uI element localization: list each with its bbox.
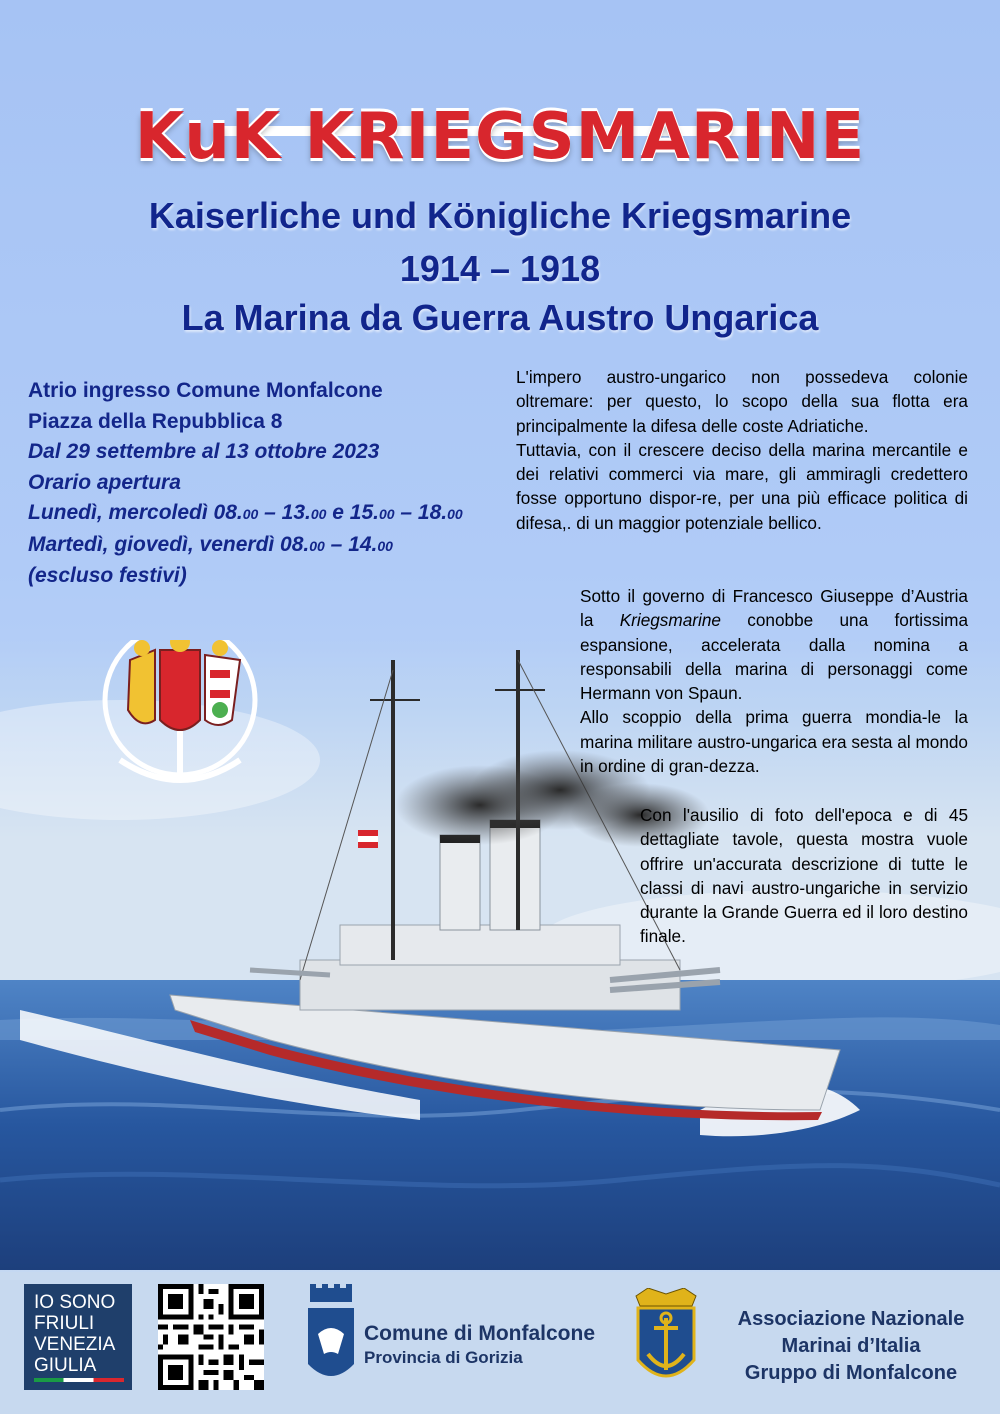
paragraph-3: Sotto il governo di Francesco Giuseppe d’Austria la Kriegsmarine conobbe una fortissima espansione, accelerata dalla nomina a responsabili della marina di personaggi come Hermann von Spaun.: [580, 586, 969, 704]
subtitle-line-3: La Marina da Guerra Austro Ungarica: [181, 297, 819, 338]
text-middle: [580, 584, 968, 778]
text-top: [516, 365, 968, 535]
subtitle-line-1: Kaiserliche und Königliche Kriegsmarine: [148, 195, 852, 236]
anmi-association: Associazione Nazionale Marinai d’Italia Gruppo di Monfalcone: [737, 1308, 965, 1384]
hours-mon-wed: Lunedì, mercoledì 08.00 – 13.00 e 15.00 – 18.00: [28, 501, 463, 524]
subtitle-years: 1914 – 1918: [399, 248, 601, 289]
comune-monfalcone: [364, 1322, 595, 1368]
paragraph-4: Allo scoppio della prima guerra mondia-le la marina militare austro-ungarica era sesta al mondo in ordine di gran-dezza.: [580, 707, 968, 777]
paragraph-5: Con l'ausilio di foto dell'epoca e di 45 dettagliate tavole, questa mostra vuole offrire un'accurata descrizione di tutte le classi di navi austro-ungariche in servizio durante la Grande Guerra ed il loro destino finale.: [640, 805, 968, 947]
address: Piazza della Repubblica 8: [28, 409, 283, 433]
text-bottom: [640, 803, 968, 949]
paragraph-2: Tuttavia, con il crescere deciso della marina mercantile e dei relativi commerci via mare, gli ammiragli credettero fosse opportuno dispor-re, per una più efficace politica di difesa,. di un maggior potenziale bellico.: [516, 439, 968, 533]
comune-name: Comune di Monfalcone: [364, 1322, 595, 1345]
monfalcone-crest-icon: [304, 1284, 358, 1390]
dates: Dal 29 settembre al 13 ottobre 2023: [28, 440, 380, 463]
hours-tue-fri: Martedì, giovedì, venerdì 08.00 – 14.00: [28, 532, 393, 556]
qr-code-icon[interactable]: [158, 1284, 264, 1390]
holiday-note: (escluso festivi): [28, 564, 187, 587]
venue: Atrio ingresso Comune Monfalcone: [28, 379, 383, 402]
italian-flag-stripe: [34, 1378, 124, 1382]
comune-province: Provincia di Gorizia: [364, 1348, 523, 1367]
anmi-anchor-crest-icon: [628, 1288, 704, 1394]
fvg-logo: IO SONO FRIULI VENEZIA GIULIA: [24, 1284, 132, 1390]
hours-label: Orario apertura: [28, 470, 181, 494]
paragraph-1: L'impero austro-ungarico non possedeva colonie oltremare: per questo, lo scopo della sua flotta era principalmente la difesa delle coste Adriatiche.: [516, 367, 968, 436]
event-info: [28, 376, 498, 592]
poster-title: KuK KRIEGSMARINE: [134, 100, 866, 174]
